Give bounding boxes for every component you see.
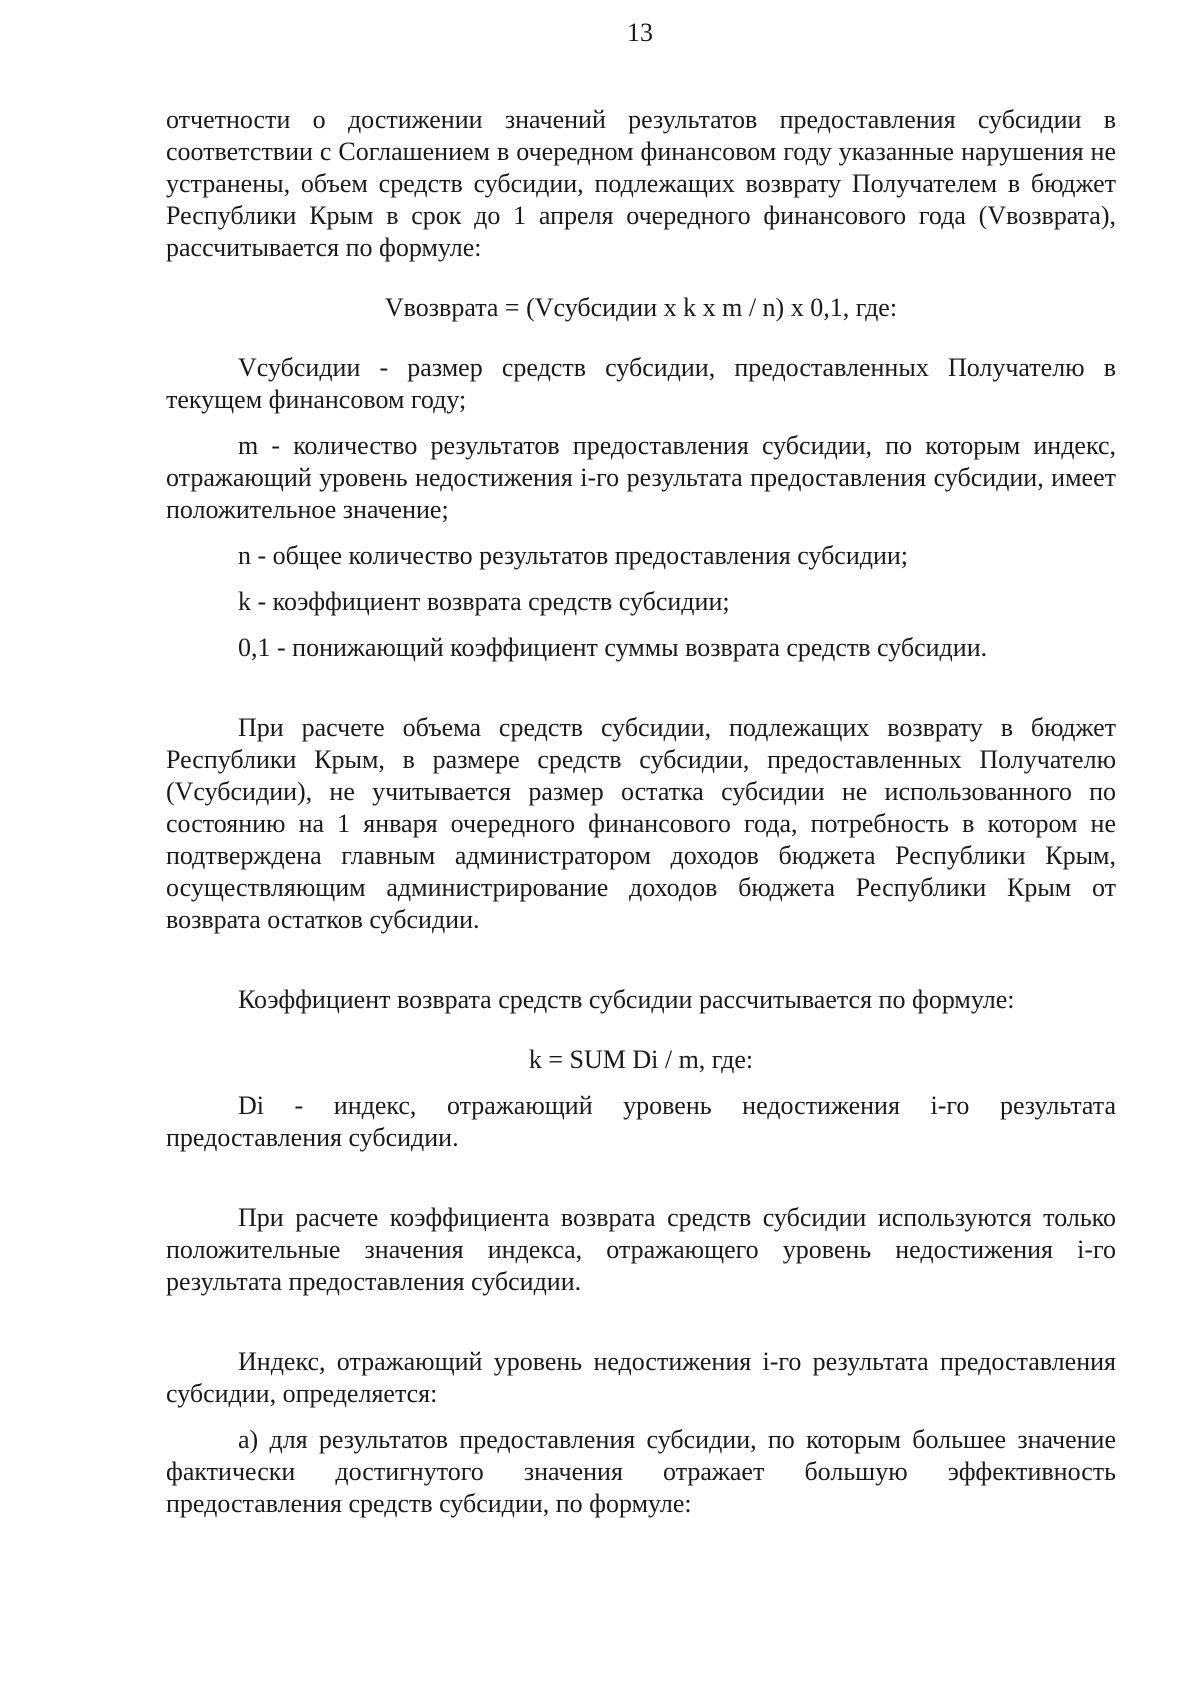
definition-k: k - коэффициент возврата средств субсидии; <box>238 587 730 616</box>
paragraph-calculation-note: При расчете объема средств субсидии, подлежащих возврату в бюджет Республики Крым, в размере средств субсидии, предоставленных Получателю (Vсубсидии), не учитывается размер остатка субсидии не использованного по состоянию на 1 января очередного финансового года, потребность в котором не подтверждена главным администратором доходов бюджета Республики Крым, осуществляющим администрирование доходов бюджета Республики Крым от возврата остатков субсидии. <box>166 713 1116 934</box>
definition-di: Di - индекс, отражающий уровень недостижения i-го результата предоставления субсидии. <box>166 1091 1116 1152</box>
document-body <box>166 104 1116 1520</box>
definition-v-subsidy: Vсубсидии - размер средств субсидии, предоставленных Получателю в текущем финансовом году; <box>166 353 1116 414</box>
definition-reduction-coefficient: 0,1 - понижающий коэффициент суммы возврата средств субсидии. <box>238 633 988 662</box>
paragraph-coefficient-intro: Коэффициент возврата средств субсидии рассчитывается по формуле: <box>238 985 1015 1014</box>
paragraph-positive-values: При расчете коэффициента возврата средств субсидии используются только положительные значения индекса, отражающего уровень недостижения i-го результата предоставления субсидии. <box>166 1203 1116 1296</box>
definition-m: m - количество результатов предоставления субсидии, по которым индекс, отражающий уровень недостижения i-го результата предоставления субсидии, имеет положительное значение; <box>166 431 1116 524</box>
formula-return-volume: Vвозврата = (Vсубсидии x k x m / n) x 0,1, где: <box>384 293 898 322</box>
page-number: 13 <box>627 18 653 47</box>
paragraph-case-a: а) для результатов предоставления субсидии, по которым большее значение фактически достигнутого значения отражает большую эффективность предоставления средств субсидии, по формуле: <box>166 1425 1116 1518</box>
paragraph-index-definition: Индекс, отражающий уровень недостижения i-го результата предоставления субсидии, определяется: <box>166 1347 1116 1408</box>
formula-coefficient: k = SUM Di / m, где: <box>528 1045 754 1074</box>
definition-n: n - общее количество результатов предоставления субсидии; <box>238 541 909 570</box>
paragraph-return-conditions: отчетности о достижении значений результатов предоставления субсидии в соответствии с Соглашением в очередном финансовом году указанные нарушения не устранены, объем средств субсидии, подлежащих возврату Получателем в бюджет Республики Крым в срок до 1 апреля очередного финансового года (Vвозврата), рассчитывается по формуле: <box>166 105 1116 262</box>
